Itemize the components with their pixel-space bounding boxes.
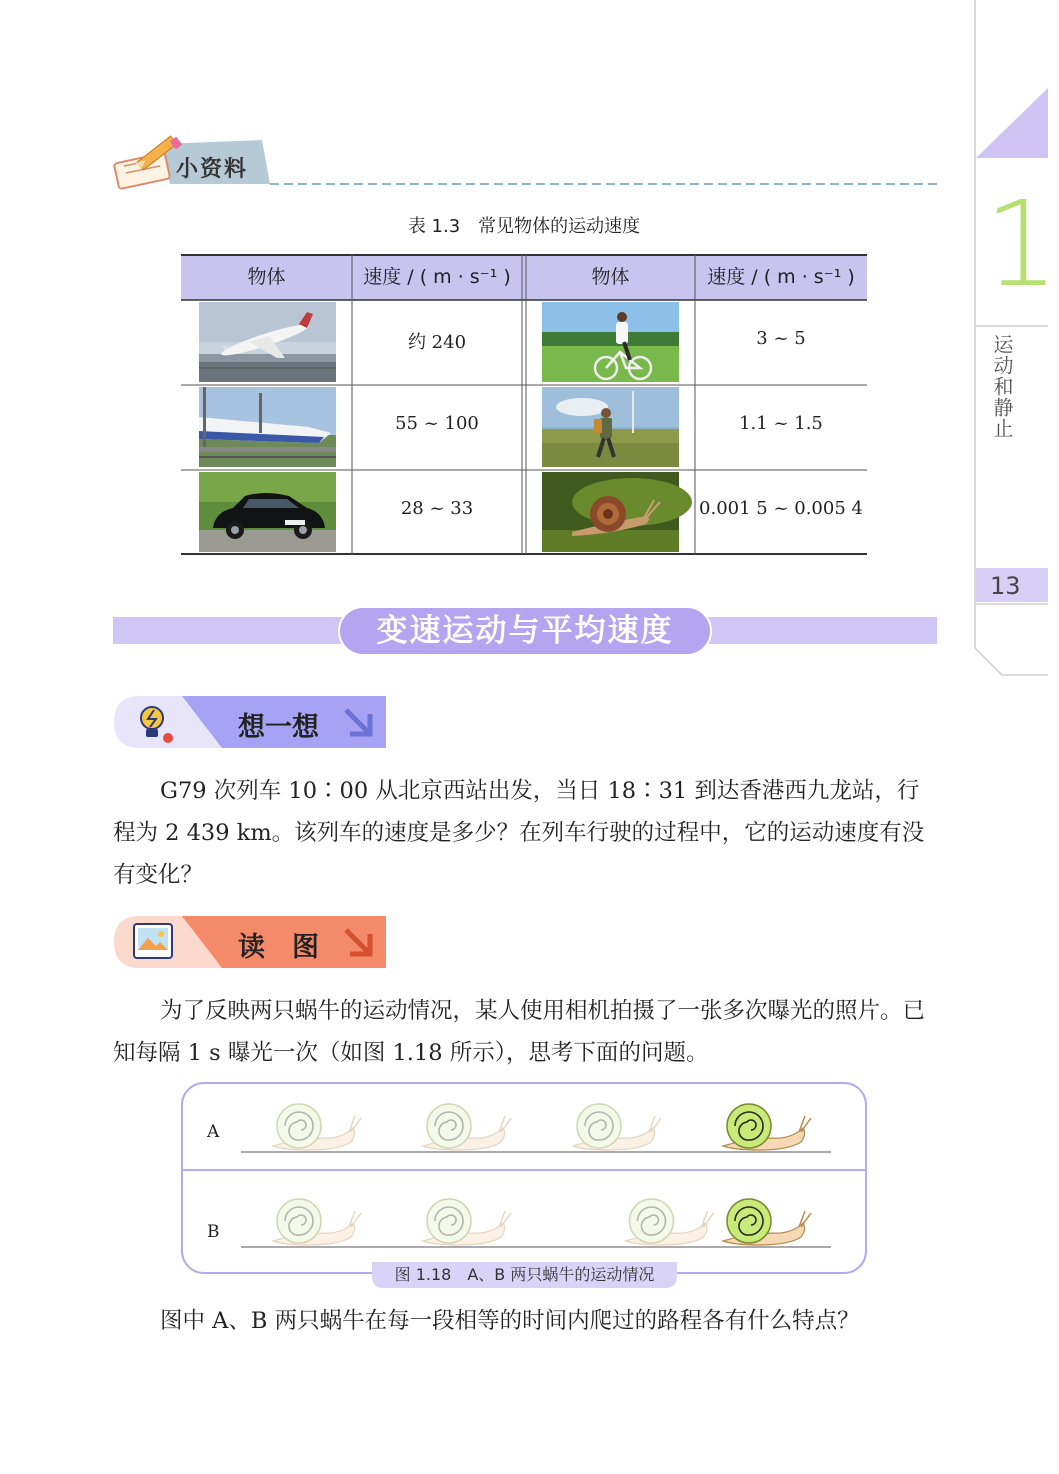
high-speed-train-photo [199, 387, 336, 467]
left-speed-1: 约 240 [407, 332, 467, 353]
think-label: 想一想 [238, 712, 319, 743]
header-speed-1: 速度 / ( m · s⁻¹ ) [363, 266, 511, 288]
row-b-label: B [207, 1222, 220, 1242]
picture-icon [134, 924, 172, 958]
think-paragraph-block [113, 770, 937, 896]
car-photo [199, 472, 336, 552]
question-block [113, 1300, 937, 1342]
right-speed-1: 3 ~ 5 [756, 328, 806, 349]
read-figure-paragraph-block [113, 990, 937, 1074]
figure-caption [372, 1262, 677, 1288]
figure-caption-text: 图 1.18 A、B 两只蜗牛的运动情况 [394, 1265, 655, 1284]
speed-table [181, 254, 867, 556]
page-number: 13 [990, 572, 1021, 600]
walking-person-photo [542, 387, 679, 467]
snail-photo [542, 472, 679, 552]
header-object-2: 物体 [591, 266, 630, 288]
row-a-label: A [207, 1122, 220, 1142]
header-speed-2: 速度 / ( m · s⁻¹ ) [707, 266, 855, 288]
chapter-number: 1 [984, 175, 1059, 313]
header-object-1: 物体 [247, 266, 286, 288]
think-paragraph: G79 次列车 10∶00 从北京西站出发，当日 18∶31 到达香港西九龙站，行程为 2 439 km。该列车的速度是多少？在列车行驶的过程中，它的运动速度有没有变化？ [113, 778, 925, 888]
snail-figure [181, 1082, 867, 1274]
right-speed-3: 0.001 5 ~ 0.005 4 [699, 498, 863, 519]
snail-figure-graphic [181, 1082, 867, 1274]
table-caption: 表 1.3 常见物体的运动速度 [407, 216, 641, 237]
section-title: 变速运动与平均速度 [376, 613, 674, 649]
question-text: 图中 A、B 两只蜗牛在每一段相等的时间内爬过的路程各有什么特点？ [160, 1308, 860, 1334]
airplane-photo [199, 302, 336, 382]
left-speed-3: 28 ~ 33 [400, 498, 474, 519]
read-figure-paragraph: 为了反映两只蜗牛的运动情况，某人使用相机拍摄了一张多次曝光的照片。已知每隔 1 s 曝光一次（如图 1.18 所示），思考下面的问题。 [113, 998, 926, 1066]
chapter-title: 运动和静止 [990, 334, 1014, 439]
read-figure-label: 读 图 [238, 932, 319, 963]
cyclist-photo [542, 302, 679, 382]
info-box-title: 小资料 [176, 157, 249, 182]
left-speed-2: 55 ~ 100 [395, 413, 479, 434]
right-speed-2: 1.1 ~ 1.5 [739, 413, 823, 434]
